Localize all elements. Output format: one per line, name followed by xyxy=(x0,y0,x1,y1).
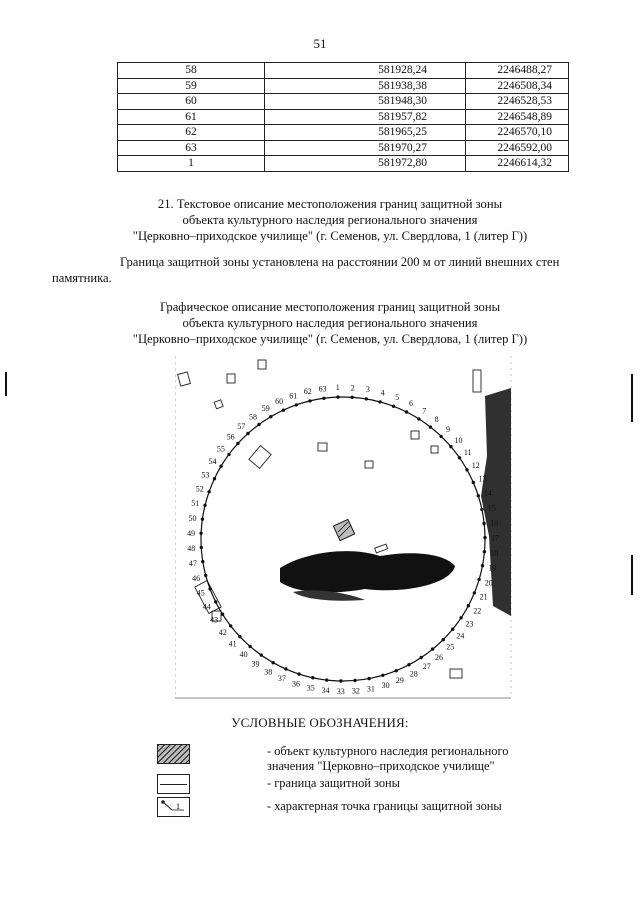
legend-heritage-line-1: - объект культурного наследия регионального xyxy=(267,744,509,758)
boundary-point-label: 9 xyxy=(446,425,450,435)
boundary-point-label: 53 xyxy=(201,470,210,480)
legend-boundary-text: - граница защитной зоны xyxy=(267,776,400,790)
boundary-point-label: 7 xyxy=(422,406,427,416)
boundary-point-label: 51 xyxy=(191,499,200,508)
boundary-point-label: 6 xyxy=(409,399,413,409)
boundary-point-label: 13 xyxy=(478,474,487,484)
boundary-point xyxy=(365,397,368,400)
boundary-point-label: 55 xyxy=(216,444,225,454)
boundary-point xyxy=(465,468,468,471)
boundary-point-label: 4 xyxy=(380,388,385,398)
boundary-point xyxy=(483,536,486,539)
point-number-cell: 1 xyxy=(118,156,265,172)
boundary-point-label: 31 xyxy=(366,684,375,694)
boundary-point-label: 36 xyxy=(292,679,300,689)
boundary-point-label: 35 xyxy=(306,683,315,693)
legend-heritage-line-2: значения "Церковно–приходское училище" xyxy=(267,759,495,773)
boundary-point-label: 10 xyxy=(454,436,463,446)
boundary-point xyxy=(405,410,408,413)
boundary-point-label: 61 xyxy=(289,391,298,401)
boundary-point xyxy=(367,677,370,680)
boundary-point-label: 32 xyxy=(351,686,360,696)
section-heading-line-2: объекта культурного наследия регионального значения xyxy=(182,213,478,227)
boundary-point-label: 54 xyxy=(208,457,217,466)
boundary-point xyxy=(297,672,300,675)
heritage-object xyxy=(333,519,354,540)
boundary-point-label: 18 xyxy=(490,548,499,558)
boundary-point-label: 24 xyxy=(456,631,465,641)
boundary-point-label: 8 xyxy=(434,415,439,425)
point-number-cell: 59 xyxy=(118,78,265,94)
boundary-point xyxy=(284,667,287,670)
boundary-point xyxy=(353,679,356,682)
boundary-point-label: 43 xyxy=(210,615,219,625)
boundary-point-label: 20 xyxy=(484,578,493,588)
x-coordinate-cell: 581965,25 xyxy=(265,125,466,141)
boundary-point-label: 11 xyxy=(463,448,472,458)
boundary-point-label: 46 xyxy=(192,574,201,583)
boundary-point-label: 57 xyxy=(237,422,246,431)
boundary-point xyxy=(351,396,354,399)
point-number-cell: 62 xyxy=(118,125,265,141)
boundary-point xyxy=(482,522,485,525)
boundary-point xyxy=(221,613,224,616)
boundary-point xyxy=(200,546,203,549)
boundary-point xyxy=(257,423,260,426)
legend-title: УСЛОВНЫЕ ОБОЗНАЧЕНИЯ: xyxy=(231,715,409,730)
boundary-point-label: 39 xyxy=(251,659,260,669)
y-coordinate-cell: 2246592,00 xyxy=(466,140,569,156)
boundary-point-label: 49 xyxy=(187,528,196,538)
section-heading-line-3: "Церковно–приходское училище" (г. Семенов, ул. Свердлова, 1 (литер Г)) xyxy=(132,229,528,243)
boundary-point xyxy=(203,504,206,507)
boundary-point-label: 2 xyxy=(350,383,355,393)
boundary-point-label: 33 xyxy=(336,687,345,696)
boundary-point-label: 38 xyxy=(264,667,273,677)
boundary-point-label: 59 xyxy=(261,404,270,414)
y-coordinate-cell: 2246528,53 xyxy=(466,94,569,110)
section-heading xyxy=(60,196,600,244)
boundary-point xyxy=(272,661,275,664)
legend-point-text: - характерная точка границы защитной зоны xyxy=(267,799,502,813)
scan-margin-mark xyxy=(5,372,7,396)
boundary-point xyxy=(248,645,251,648)
boundary-point-label: 58 xyxy=(249,412,257,422)
boundary-point-label: 22 xyxy=(473,606,482,616)
boundary-point-label: 19 xyxy=(488,563,497,573)
boundary-point-label: 47 xyxy=(188,559,197,569)
boundary-point xyxy=(227,453,230,456)
table-row xyxy=(118,125,569,141)
boundary-point-label: 29 xyxy=(395,675,404,685)
boundary-point xyxy=(481,564,484,567)
table-row xyxy=(118,109,569,125)
x-coordinate-cell: 581957,82 xyxy=(265,109,466,125)
table-row xyxy=(118,140,569,156)
graphic-heading-line-2: объекта культурного наследия регионального значения xyxy=(182,316,478,330)
boundary-point-label: 62 xyxy=(303,387,312,397)
vegetation-area xyxy=(280,551,455,592)
boundary-point xyxy=(480,508,483,511)
boundary-point xyxy=(201,560,204,563)
y-coordinate-cell: 2246508,34 xyxy=(466,78,569,94)
boundary-point xyxy=(213,477,216,480)
boundary-point-label: 23 xyxy=(465,619,474,629)
boundary-point xyxy=(467,604,470,607)
y-coordinate-cell: 2246570,10 xyxy=(466,125,569,141)
boundary-point xyxy=(269,415,272,418)
boundary-point xyxy=(238,635,241,638)
boundary-point xyxy=(392,405,395,408)
boundary-point-label: 41 xyxy=(228,639,237,649)
point-number-cell: 63 xyxy=(118,140,265,156)
table-row xyxy=(118,63,569,79)
boundary-point-label: 45 xyxy=(196,588,205,598)
protection-zone-map xyxy=(175,356,515,706)
boundary-point-label: 3 xyxy=(365,385,370,395)
graphic-heading-line-1: Графическое описание местоположения границ защитной зоны xyxy=(159,300,501,314)
boundary-point-label: 21 xyxy=(479,592,488,602)
boundary-point-label: 52 xyxy=(195,484,204,494)
table-row xyxy=(118,156,569,172)
x-coordinate-cell: 581928,24 xyxy=(265,63,466,79)
coordinates-table xyxy=(117,62,569,172)
hatched-symbol-icon xyxy=(157,744,190,764)
boundary-point-label: 12 xyxy=(471,461,480,470)
boundary-point xyxy=(199,532,202,535)
boundary-point-label: 15 xyxy=(487,503,496,513)
boundary-point xyxy=(473,591,476,594)
boundary-point-label: 63 xyxy=(318,384,327,394)
boundary-point-label: 42 xyxy=(218,628,227,637)
section-heading-line-1: 21. Текстовое описание местоположения границ защитной зоны xyxy=(157,197,503,211)
scan-margin-mark xyxy=(631,374,633,422)
boundary-point xyxy=(311,676,314,679)
boundary-point xyxy=(282,409,285,412)
boundary-point xyxy=(439,435,442,438)
boundary-point-label: 1 xyxy=(335,383,340,393)
boundary-point xyxy=(236,442,239,445)
y-coordinate-cell: 2246614,32 xyxy=(466,156,569,172)
boundary-point-label: 14 xyxy=(483,488,492,498)
boundary-point xyxy=(260,653,263,656)
boundary-point xyxy=(322,397,325,400)
boundary-point xyxy=(381,674,384,677)
boundary-paragraph-line-2: памятника. xyxy=(52,271,112,285)
scan-margin-mark xyxy=(631,555,633,595)
legend-heritage-text xyxy=(267,744,567,774)
boundary-line-symbol-icon xyxy=(157,774,190,794)
boundary-point xyxy=(229,624,232,627)
boundary-point-label: 27 xyxy=(422,661,431,671)
boundary-point xyxy=(208,587,211,590)
boundary-point-label: 44 xyxy=(202,602,211,612)
table-row xyxy=(118,78,569,94)
boundary-point-label: 37 xyxy=(277,674,286,684)
graphic-heading xyxy=(60,299,600,347)
boundary-point-label: 56 xyxy=(226,432,235,442)
page-number: 51 xyxy=(313,36,327,51)
boundary-point xyxy=(451,628,454,631)
boundary-point xyxy=(407,663,410,666)
boundary-point xyxy=(431,647,434,650)
boundary-point-label: 40 xyxy=(239,650,248,659)
x-coordinate-cell: 581970,27 xyxy=(265,140,466,156)
y-coordinate-cell: 2246488,27 xyxy=(466,63,569,79)
boundary-point xyxy=(442,638,445,641)
x-coordinate-cell: 581972,80 xyxy=(265,156,466,172)
boundary-point xyxy=(459,616,462,619)
boundary-point xyxy=(395,669,398,672)
point-number-cell: 61 xyxy=(118,109,265,125)
boundary-paragraph-line-1: Граница защитной зоны установлена на расстоянии 200 м от линий внешних стен xyxy=(120,255,560,269)
building-on-site xyxy=(375,544,388,553)
boundary-point-symbol-icon xyxy=(157,797,190,817)
boundary-point-label: 48 xyxy=(187,544,196,554)
boundary-point xyxy=(420,656,423,659)
boundary-point xyxy=(458,456,461,459)
boundary-point-label: 28 xyxy=(409,669,418,679)
table-row xyxy=(118,94,569,110)
y-coordinate-cell: 2246548,89 xyxy=(466,109,569,125)
x-coordinate-cell: 581938,38 xyxy=(265,78,466,94)
boundary-point xyxy=(295,403,298,406)
boundary-point-label: 16 xyxy=(490,518,499,528)
boundary-point-label: 25 xyxy=(446,642,455,652)
boundary-point xyxy=(308,399,311,402)
x-coordinate-cell: 581948,30 xyxy=(265,94,466,110)
boundary-point xyxy=(429,425,432,428)
boundary-point xyxy=(201,518,204,521)
point-symbol-label: 1 xyxy=(176,802,180,811)
graphic-heading-line-3: "Церковно–приходское училище" (г. Семенов, ул. Свердлова, 1 (литер Г)) xyxy=(132,332,528,346)
boundary-point xyxy=(449,445,452,448)
boundary-point xyxy=(339,679,342,682)
vegetation-area-south xyxy=(293,590,365,600)
point-number-cell: 60 xyxy=(118,94,265,110)
boundary-point xyxy=(214,600,217,603)
boundary-point-label: 30 xyxy=(381,680,390,690)
boundary-point-label: 60 xyxy=(275,397,284,407)
boundary-point-label: 34 xyxy=(321,686,330,695)
boundary-paragraph xyxy=(52,254,602,286)
boundary-point xyxy=(207,490,210,493)
boundary-point xyxy=(325,678,328,681)
boundary-point xyxy=(483,550,486,553)
boundary-point xyxy=(219,465,222,468)
boundary-point xyxy=(378,400,381,403)
boundary-point xyxy=(477,494,480,497)
boundary-point xyxy=(472,481,475,484)
boundary-point-label: 17 xyxy=(491,533,499,543)
boundary-point xyxy=(477,578,480,581)
boundary-point-label: 50 xyxy=(188,513,197,523)
boundary-point xyxy=(204,574,207,577)
boundary-point xyxy=(336,395,339,398)
boundary-point xyxy=(417,417,420,420)
boundary-point xyxy=(246,432,249,435)
point-number-cell: 58 xyxy=(118,63,265,79)
boundary-point-label: 26 xyxy=(435,652,443,662)
boundary-point-label: 5 xyxy=(395,393,400,402)
